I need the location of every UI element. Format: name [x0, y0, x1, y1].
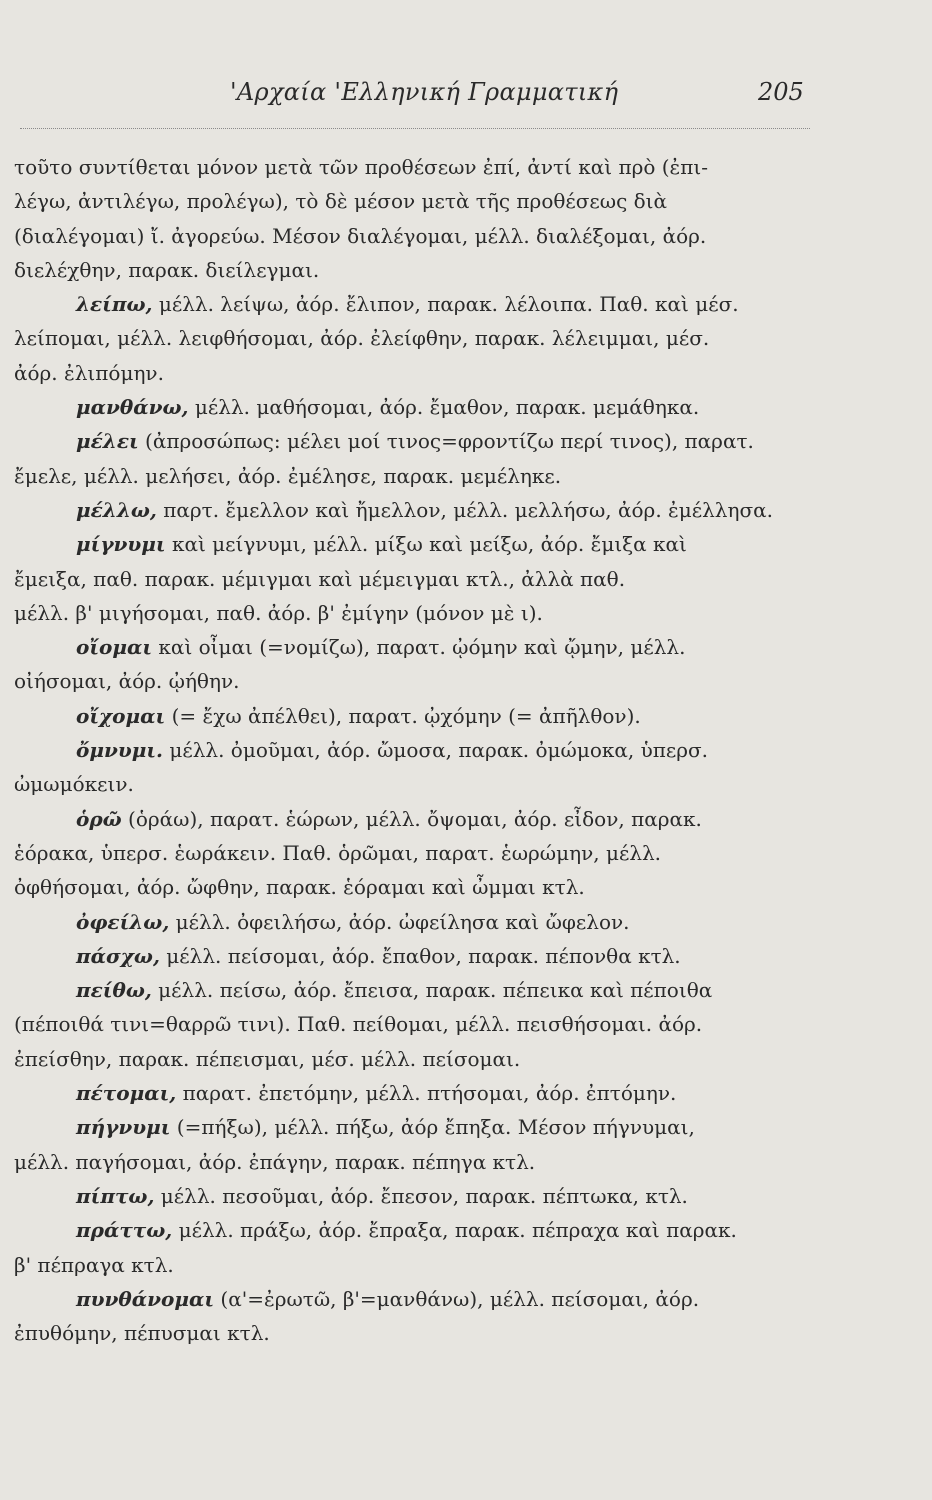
line-text: καὶ μείγνυμι, μέλλ. μίξω καὶ μείξω, ἀόρ. ἔμιξα καὶ — [165, 532, 687, 557]
line-text: παρτ. ἔμελλον καὶ ἤμελλον, μέλλ. μελλήσω, ἀόρ. ἐμέλλησα. — [156, 497, 773, 522]
headword: ὀφείλω, — [76, 909, 170, 934]
text-line — [14, 1145, 824, 1179]
header-rule — [20, 128, 810, 129]
line-text: (ὁράω), παρατ. ἑώρων, μέλλ. ὄψομαι, ἀόρ. εἶδον, παρακ. — [121, 806, 702, 831]
line-text: μέλλ. ὀφειλήσω, ἀόρ. ὠφείλησα καὶ ὤφελον. — [169, 909, 630, 934]
text-line — [14, 356, 824, 390]
text-line — [14, 1110, 824, 1144]
text-line — [14, 184, 824, 218]
text-line — [14, 596, 824, 630]
headword: ὄμνυμι. — [76, 738, 164, 763]
text-line — [14, 836, 824, 870]
line-text: ἔμελε, μέλλ. μελήσει, ἀόρ. ἐμέλησε, παρακ. μεμέληκε. — [14, 463, 562, 488]
line-text: ἐπείσθην, παρακ. πέπεισμαι, μέσ. μέλλ. πείσομαι. — [14, 1046, 521, 1071]
line-text: μέλλ. πείσω, ἀόρ. ἔπεισα, παρακ. πέπεικα καὶ πέποιθα — [151, 978, 713, 1003]
line-text: λέγω, ἀντιλέγω, προλέγω), τὸ δὲ μέσον μετὰ τῆς προθέσεως διὰ — [14, 189, 668, 214]
text-line — [14, 905, 824, 939]
headword: πέτομαι, — [76, 1081, 177, 1106]
headword: ὁρῶ — [76, 806, 122, 831]
text-line — [14, 1282, 824, 1316]
line-text: (= ἔχω ἀπέλθει), παρατ. ᾠχόμην (= ἀπῆλθον). — [165, 703, 641, 728]
line-text: μέλλ. πράξω, ἀόρ. ἔπραξα, παρακ. πέπραχα καὶ παρακ. — [172, 1218, 737, 1243]
line-text: μέλλ. πείσομαι, ἀόρ. ἔπαθον, παρακ. πέπονθα κτλ. — [159, 943, 681, 968]
headword: πράττω, — [76, 1218, 173, 1243]
line-text: μέλλ. πεσοῦμαι, ἀόρ. ἔπεσον, παρακ. πέπτωκα, κτλ. — [154, 1183, 688, 1208]
text-line — [14, 1007, 824, 1041]
line-text: (ἀπροσώπως: μέλει μοί τινος=φροντίζω περί τινος), παρατ. — [138, 429, 754, 454]
text-line — [14, 1316, 824, 1350]
line-text: μέλλ. ὀμοῦμαι, ἀόρ. ὤμοσα, παρακ. ὀμώμοκα, ὑπερσ. — [163, 738, 709, 763]
line-text: μέλλ. λείψω, ἀόρ. ἔλιπον, παρακ. λέλοιπα. Παθ. καὶ μέσ. — [152, 292, 739, 317]
body-text — [14, 150, 824, 1350]
line-text: (πέποιθά τινι=θαρρῶ τινι). Παθ. πείθομαι, μέλλ. πεισθήσομαι. ἀόρ. — [14, 1012, 703, 1037]
text-line — [14, 253, 824, 287]
text-line — [14, 802, 824, 836]
headword: μέλει — [76, 429, 139, 454]
line-text: μέλλ. μαθήσομαι, ἀόρ. ἔμαθον, παρακ. μεμάθηκα. — [188, 395, 700, 420]
text-line — [14, 424, 824, 458]
headword: μέλλω, — [76, 497, 157, 522]
text-line — [14, 1248, 824, 1282]
text-line — [14, 939, 824, 973]
headword: πίπτω, — [76, 1183, 155, 1208]
text-line — [14, 390, 824, 424]
text-line — [14, 973, 824, 1007]
text-line — [14, 664, 824, 698]
line-text: ἀόρ. ἐλιπόμην. — [14, 360, 164, 385]
line-text: (διαλέγομαι) ἴ. ἀγορεύω. Μέσον διαλέγομαι, μέλλ. διαλέξομαι, ἀόρ. — [14, 223, 707, 248]
headword: μίγνυμι — [76, 532, 166, 557]
text-line — [14, 150, 824, 184]
headword: πάσχω, — [76, 943, 160, 968]
line-text: ὀφθήσομαι, ἀόρ. ὤφθην, παρακ. ἑόραμαι καὶ ὦμμαι κτλ. — [14, 875, 585, 900]
text-line — [14, 733, 824, 767]
text-line — [14, 562, 824, 596]
line-text: ἐπυθόμην, πέπυσμαι κτλ. — [14, 1321, 270, 1346]
text-line — [14, 1213, 824, 1247]
headword: πείθω, — [76, 978, 152, 1003]
line-text: (α'=ἐρωτῶ, β'=μανθάνω), μέλλ. πείσομαι, ἀόρ. — [214, 1286, 700, 1311]
headword: πήγνυμι — [76, 1115, 171, 1140]
headword: πυνθάνομαι — [76, 1286, 215, 1311]
text-line — [14, 219, 824, 253]
line-text: λείπομαι, μέλλ. λειφθήσομαι, ἀόρ. ἐλείφθην, παρακ. λέλειμμαι, μέσ. — [14, 326, 710, 351]
text-line — [14, 630, 824, 664]
text-line — [14, 493, 824, 527]
line-text: διελέχθην, παρακ. διείλεγμαι. — [14, 257, 320, 282]
text-line — [14, 699, 824, 733]
page-header — [0, 72, 932, 112]
line-text: οἰήσομαι, ἀόρ. ᾠήθην. — [14, 669, 240, 694]
headword: λείπω, — [76, 292, 153, 317]
text-line — [14, 527, 824, 561]
page-number: 205 — [758, 78, 804, 106]
text-line — [14, 767, 824, 801]
text-line — [14, 1179, 824, 1213]
line-text: ἑόρακα, ὑπερσ. ἑωράκειν. Παθ. ὁρῶμαι, παρατ. ἑωρώμην, μέλλ. — [14, 840, 662, 865]
line-text: παρατ. ἐπετόμην, μέλλ. πτήσομαι, ἀόρ. ἐπτόμην. — [176, 1081, 677, 1106]
line-text: ἔμειξα, παθ. παρακ. μέμιγμαι καὶ μέμειγμαι κτλ., ἀλλὰ παθ. — [14, 566, 626, 591]
running-title: 'Αρχαία 'Ελληνική Γραμματική — [230, 78, 619, 106]
text-line — [14, 321, 824, 355]
line-text: μέλλ. παγήσομαι, ἀόρ. ἐπάγην, παρακ. πέπηγα κτλ. — [14, 1149, 536, 1174]
text-line — [14, 459, 824, 493]
line-text: β' πέπραγα κτλ. — [14, 1252, 174, 1277]
headword: μανθάνω, — [76, 395, 189, 420]
line-text: καὶ οἶμαι (=νομίζω), παρατ. ᾠόμην καὶ ᾤμην, μέλλ. — [152, 635, 686, 660]
line-text: (=πήξω), μέλλ. πήξω, ἀόρ ἔπηξα. Μέσον πήγνυμαι, — [170, 1115, 695, 1140]
text-line — [14, 870, 824, 904]
line-text: μέλλ. β' μιγήσομαι, παθ. ἀόρ. β' ἐμίγην (μόνον μὲ ι). — [14, 600, 543, 625]
line-text: τοῦτο συντίθεται μόνον μετὰ τῶν προθέσεων ἐπί, ἀντί καὶ πρὸ (ἐπι- — [14, 155, 709, 179]
text-line — [14, 1076, 824, 1110]
headword: οἴχομαι — [76, 703, 166, 728]
text-line — [14, 1042, 824, 1076]
line-text: ὠμωμόκειν. — [14, 772, 134, 797]
text-line — [14, 287, 824, 321]
headword: οἴομαι — [76, 635, 153, 660]
